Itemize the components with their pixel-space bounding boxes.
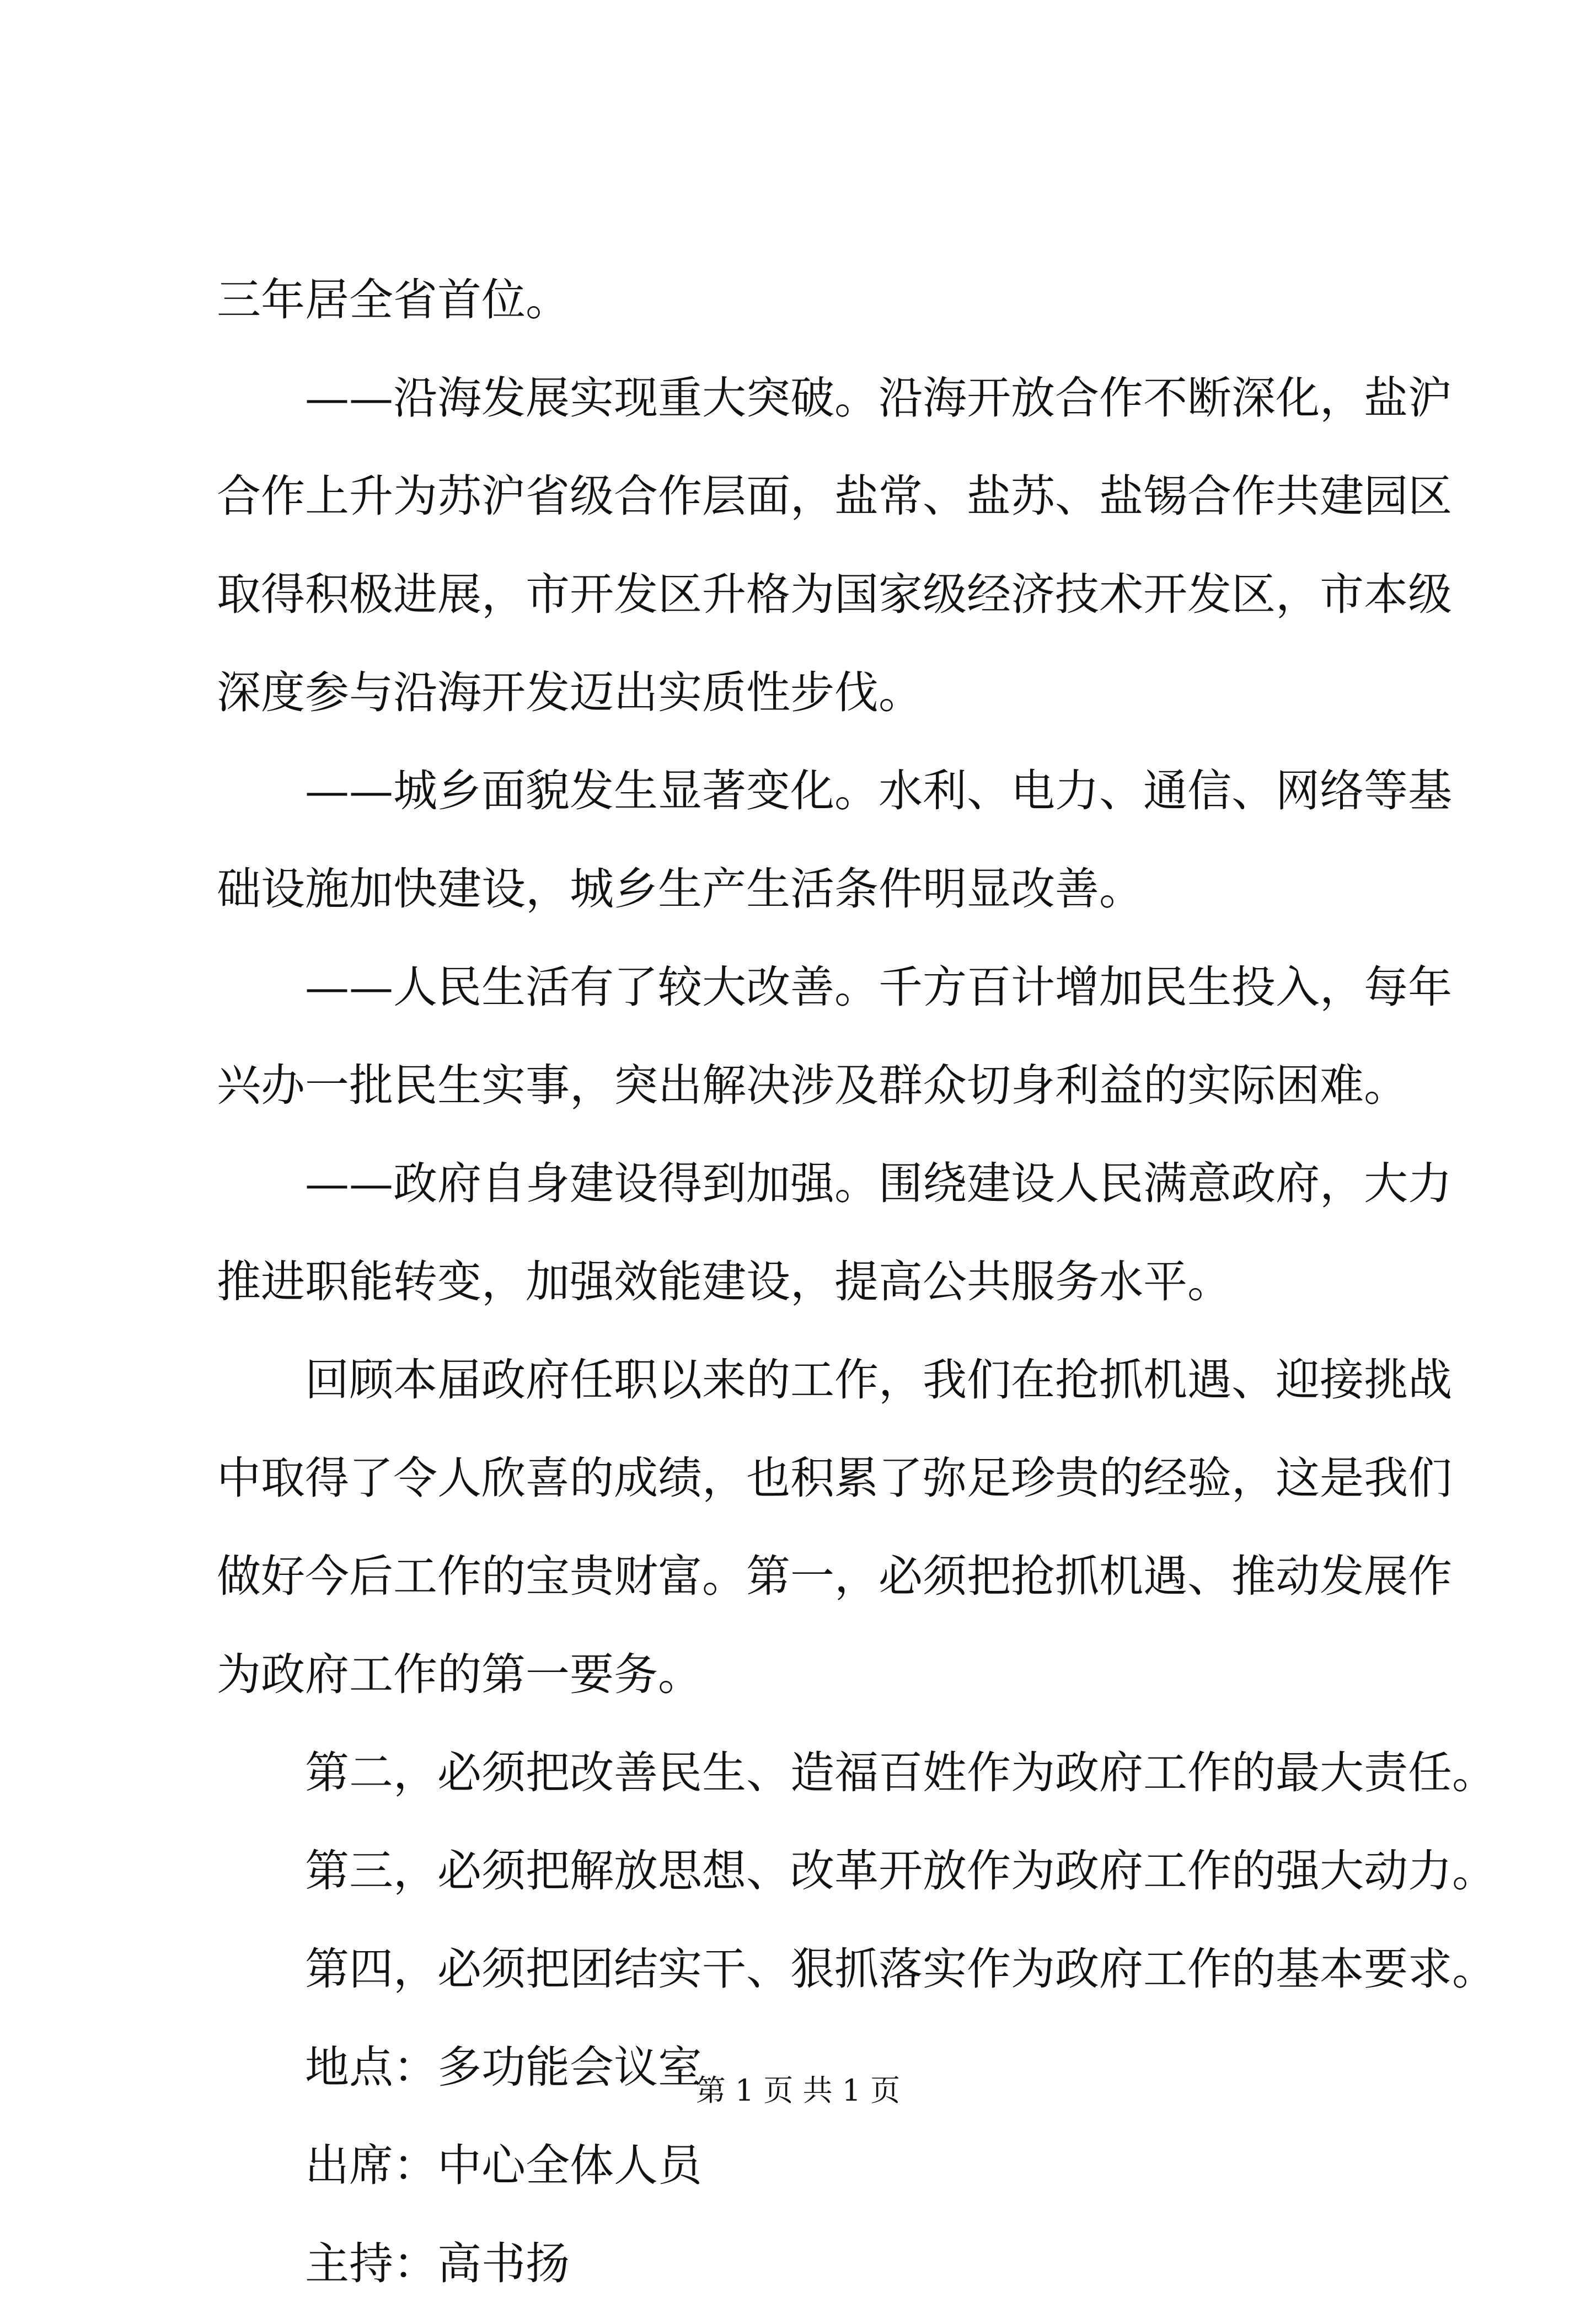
paragraph-line: 第二，必须把改善民生、造福百姓作为政府工作的最大责任。 (305, 1747, 1496, 1798)
paragraph-line: 出席：中心全体人员 (305, 2140, 702, 2191)
paragraph-line: ——人民生活有了较大改善。千方百计增加民生投入，每年 (305, 961, 1452, 1013)
paragraph-line: ——政府自身建设得到加强。围绕建设人民满意政府，大力 (305, 1158, 1452, 1209)
paragraph-line: 地点：多功能会议室 (305, 2042, 702, 2093)
paragraph-line: 取得积极进展，市开发区升格为国家级经济技术开发区，市本级 (217, 569, 1452, 620)
paragraph-line: 主持：高书扬 (305, 2238, 570, 2289)
paragraph-line: 三年居全省首位。 (217, 274, 570, 325)
page-footer (0, 2071, 1596, 2110)
paragraph-line: 推进职能转变，加强效能建设，提高公共服务水平。 (217, 1256, 1231, 1307)
paragraph-line: 第三，必须把解放思想、改革开放作为政府工作的强大动力。 (305, 1845, 1496, 1897)
paragraph-line: 做好今后工作的宝贵财富。第一，必须把抢抓机遇、推动发展作 (217, 1551, 1452, 1602)
paragraph-line: 础设施加快建设，城乡生产生活条件明显改善。 (217, 863, 1143, 915)
paragraph-line: 第四，必须把团结实干、狠抓落实作为政府工作的基本要求。 (305, 1943, 1496, 1995)
paragraph-line: 合作上升为苏沪省级合作层面，盐常、盐苏、盐锡合作共建园区 (217, 471, 1452, 522)
paragraph-line: 中取得了令人欣喜的成绩，也积累了弥足珍贵的经验，这是我们 (217, 1452, 1452, 1504)
paragraph-line: 兴办一批民生实事，突出解决涉及群众切身利益的实际困难。 (217, 1060, 1408, 1111)
document-body (217, 251, 1496, 2313)
paragraph-line: ——沿海发展实现重大突破。沿海开放合作不断深化，盐沪 (305, 372, 1452, 424)
paragraph-line: 深度参与沿海开发迈出实质性步伐。 (217, 667, 923, 718)
paragraph-line: 为政府工作的第一要务。 (217, 1649, 702, 1700)
paragraph-line: ——城乡面貌发生显著变化。水利、电力、通信、网络等基 (305, 765, 1452, 816)
page-number-label: 第 1 页 共 1 页 (695, 2073, 901, 2108)
paragraph-line: 回顾本届政府任职以来的工作，我们在抢抓机遇、迎接挑战 (305, 1354, 1452, 1406)
